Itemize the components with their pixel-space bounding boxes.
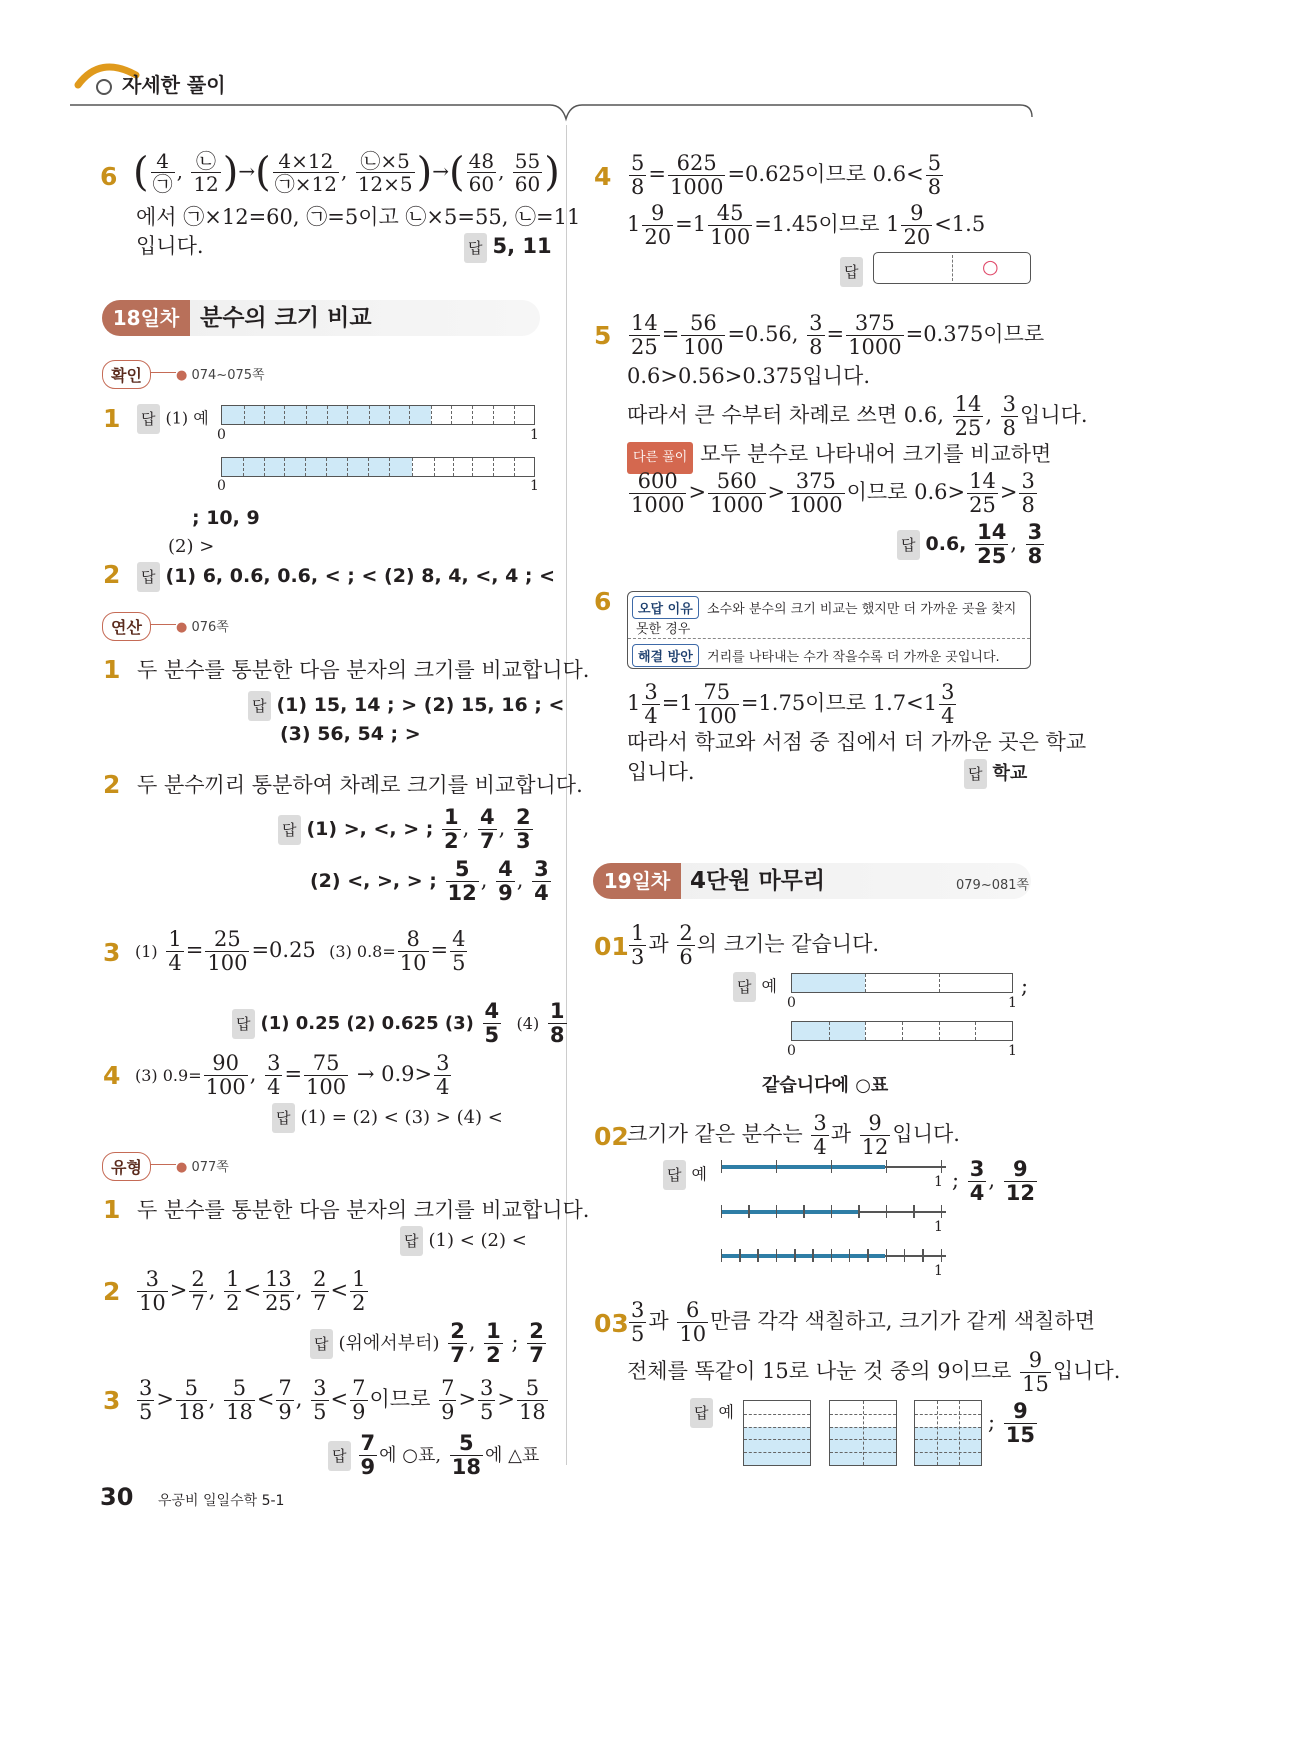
p6-expression: ( 4 ㉠ , ㉡ 12 )→( $\frac{4\times 12}{㉠\times 12}$ , $\frac{㉡\times 5}{12\times 5}$ )→( $\frac{48}{60}$ , $\frac{55}{60}$ ) <box>133 149 560 196</box>
q3-answer-pre: 답 예 <box>690 1398 734 1428</box>
check-label: 확인 <box>102 360 151 389</box>
c1-number: 1 <box>103 404 121 433</box>
t1-answer: 답 (1) < (2) < <box>400 1225 527 1256</box>
q2-numberline-1 <box>721 1166 946 1168</box>
calc-label: 연산 <box>102 612 151 641</box>
t2-number: 2 <box>103 1277 121 1306</box>
c2-number: 2 <box>103 560 121 589</box>
section-19-pages: 079~081쪽 <box>956 878 1030 893</box>
t3-number: 3 <box>103 1386 121 1415</box>
k1-text: 두 분수를 통분한 다음 분자의 크기를 비교합니다. <box>137 658 590 682</box>
r5-alt: 다른 풀이 모두 분수로 나타내어 크기를 비교하면 <box>627 440 1051 474</box>
r4-line2: 1 $\frac{9}{20}$ =1 $\frac{45}{100}$ =1.45이므로 1 $\frac{9}{20}$ <1.5 <box>627 201 986 249</box>
t1-number: 1 <box>103 1195 121 1224</box>
t1-text: 두 분수를 통분한 다음 분자의 크기를 비교합니다. <box>137 1198 590 1222</box>
q3-grid-2 <box>829 1400 897 1466</box>
t3-answer: 답 $\frac{7}{9}$ 에 ○표, $\frac{5}{18}$ 에 △표 <box>328 1432 539 1479</box>
c1-bar-top-one: 1 <box>530 427 539 443</box>
book-title: 우공비 일일수학 5-1 <box>158 1493 285 1509</box>
type-leader <box>150 1164 176 1165</box>
q3-grid-3 <box>914 1400 982 1466</box>
k2-text: 두 분수끼리 통분하여 차례로 크기를 비교합니다. <box>137 773 583 797</box>
q1-text: $\frac{1}{3}$ 과 $\frac{2}{6}$ 의 크기는 같습니다. <box>631 921 880 969</box>
q1-bar-bottom <box>791 1021 1013 1041</box>
q1-bar-bottom-one: 1 <box>1008 1043 1017 1059</box>
problem-number: 6 <box>100 162 118 191</box>
header-rule <box>70 95 1035 125</box>
k3-number: 3 <box>103 938 121 967</box>
page-number: 30 <box>100 1483 134 1511</box>
q2-answer-pre: 답 예 <box>663 1160 707 1190</box>
r5-answer: 답 0.6, $\frac{14}{25}$ , $\frac{3}{8}$ <box>897 521 1046 568</box>
check-pages: ● 074~075쪽 <box>176 368 265 383</box>
k3-answer: 답 (1) 0.25 (2) 0.625 (3) $\frac{4}{5}$ (4) $\frac{1}{8}$ <box>232 1000 569 1047</box>
calc-pages: ● 076쪽 <box>176 620 229 635</box>
c1-bar-bottom <box>221 457 535 477</box>
k2-number: 2 <box>103 770 121 799</box>
q1-result: 같습니다에 ○표 <box>762 1075 889 1096</box>
k2-answer2: (2) <, >, > ; $\frac{5}{12}$ , $\frac{4}{9}$ , $\frac{3}{4}$ <box>310 857 549 905</box>
q2-answer: ; $\frac{3}{4}$ , $\frac{9}{12}$ <box>952 1157 1035 1205</box>
p6-answer: 답 5, 11 <box>464 232 552 263</box>
r4-answer-label: 답 <box>840 256 869 287</box>
r6-answer: 답 학교 <box>964 758 1027 789</box>
c1-bar-bottom-zero: 0 <box>217 478 226 494</box>
header-title: 자세한 풀이 <box>122 73 226 97</box>
q1-bar-top-zero: 0 <box>787 995 796 1011</box>
q1-semicolon: ; <box>1021 974 1029 998</box>
k3-expr: (1) $\frac{1}{4}$ = $\frac{25}{100}$ =0.25 (3) 0.8= $\frac{8}{10}$ = $\frac{4}{5}$ <box>135 927 466 975</box>
r4-number: 4 <box>594 162 612 191</box>
c1-bar-bottom-one: 1 <box>530 478 539 494</box>
q3-grid-1 <box>743 1400 811 1466</box>
c1-part2: (2) > <box>168 536 215 557</box>
q1-answer-pre: 답 예 <box>733 972 777 1002</box>
q2-nl1-zero: 1 <box>934 1174 943 1190</box>
q1-bar-bottom-zero: 0 <box>787 1043 796 1059</box>
q2-text: 크기가 같은 분수는 $\frac{3}{4}$ 과 $\frac{9}{12}$ 입니다. <box>627 1111 960 1159</box>
q2-numberline-2 <box>721 1211 946 1213</box>
r4-answer-circle: ○ <box>982 256 999 278</box>
c2-answer: 답 (1) 6, 0.6, 0.6, < ; < (2) 8, 4, <, 4 ; < <box>137 561 555 592</box>
k2-answer1: 답 (1) >, <, > ; $\frac{1}{2}$ , $\frac{4}{7}$ , $\frac{2}{3}$ <box>278 806 535 853</box>
p6-line3: 입니다. <box>136 234 204 258</box>
c1-answer-pre: 답 (1) 예 <box>137 404 209 434</box>
t2-answer: 답 (위에서부터) $\frac{2}{7}$ , $\frac{1}{2}$ ; $\frac{2}{7}$ <box>310 1320 548 1367</box>
q2-numberline-3 <box>721 1255 946 1257</box>
q1-number: 01 <box>594 932 629 961</box>
r4-line1: $\frac{5}{8}$ = $\frac{625}{1000}$ =0.625이므로 0.6< $\frac{5}{8}$ <box>631 151 942 199</box>
q2-nl3-one: 1 <box>934 1263 943 1279</box>
check-leader <box>150 372 176 373</box>
q3-answer: ; $\frac{9}{15}$ <box>988 1399 1035 1447</box>
section-18-title: 분수의 크기 비교 <box>200 305 372 331</box>
q3-text: $\frac{3}{5}$ 과 $\frac{6}{10}$ 만큼 각각 색칠하고, 크기가 같게 색칠하면 <box>631 1298 1096 1346</box>
r4-answer-box <box>873 252 1031 284</box>
section-19-badge: 19일차 <box>593 863 681 899</box>
r5-line5: $\frac{600}{1000}$ > $\frac{560}{1000}$ > $\frac{375}{1000}$ 이므로 0.6> $\frac{14}{25}$ > $\frac{3}{8}$ <box>631 469 1035 517</box>
section-19-title: 4단원 마무리 <box>690 868 826 894</box>
k4-answer: 답 (1) = (2) < (3) > (4) < <box>272 1102 503 1133</box>
p6-line2: 에서 ㉠×12=60, ㉠=5이고 ㉡×5=55, ㉡=11 <box>136 205 581 229</box>
c1-bar-top-zero: 0 <box>217 427 226 443</box>
r6-number: 6 <box>594 587 612 616</box>
t2-expr: $\frac{3}{10}$ > $\frac{2}{7}$ , $\frac{1}{2}$ < $\frac{13}{25}$ , $\frac{2}{7}$ < $\frac{1}{2}$ <box>139 1267 366 1315</box>
type-pages: ● 077쪽 <box>176 1160 229 1175</box>
t3-expr: $\frac{3}{5}$ > $\frac{5}{18}$ , $\frac{5}{18}$ < $\frac{7}{9}$ , $\frac{3}{5}$ < $\frac{7}{9}$ 이므로 $\frac{7}{9}$ > $\frac{3}{5}$ > $\frac{5}{18}$ <box>139 1376 546 1424</box>
r6-line3: 입니다. <box>627 760 695 784</box>
q1-bar-top <box>791 973 1013 993</box>
r6-line1: 1 $\frac{3}{4}$ =1 $\frac{75}{100}$ =1.75이므로 1.7<1 $\frac{3}{4}$ <box>627 680 955 728</box>
k1-answer2: (3) 56, 54 ; > <box>280 723 421 745</box>
r5-line2: 0.6>0.56>0.375입니다. <box>627 364 870 388</box>
q2-number: 02 <box>594 1122 629 1151</box>
r5-line3: 따라서 큰 수부터 차례로 쓰면 0.6, $\frac{14}{25}$ , $\frac{3}{8}$ 입니다. <box>627 392 1088 440</box>
c1-after: ; 10, 9 <box>192 507 260 529</box>
q2-nl2-one: 1 <box>934 1219 943 1235</box>
q3-line2: 전체를 똑같이 15로 나눈 것 중의 9이므로 $\frac{9}{15}$ 입니다. <box>627 1348 1121 1396</box>
r6-line2: 따라서 학교와 서점 중 집에서 더 가까운 곳은 학교 <box>627 730 1087 754</box>
type-label: 유형 <box>102 1152 151 1181</box>
k1-number: 1 <box>103 655 121 684</box>
q3-number: 03 <box>594 1309 629 1338</box>
section-18-badge: 18일차 <box>102 300 190 336</box>
r5-number: 5 <box>594 321 612 350</box>
k1-answer1: 답 (1) 15, 14 ; > (2) 15, 16 ; < <box>248 690 564 721</box>
q1-bar-top-one: 1 <box>1008 995 1017 1011</box>
k4-number: 4 <box>103 1061 121 1090</box>
calc-leader <box>150 624 176 625</box>
r6-note-box: 오답 이유 소수와 분수의 크기 비교는 했지만 더 가까운 곳을 찾지 못한 경우 해결 방안 거리를 나타내는 수가 작을수록 더 가까운 곳입니다. <box>627 591 1031 669</box>
k4-expr: (3) 0.9= $\frac{90}{100}$ , $\frac{3}{4}$ = $\frac{75}{100}$ → 0.9> $\frac{3}{4}$ <box>135 1051 450 1099</box>
c1-bar-top <box>221 405 535 425</box>
r5-line1: $\frac{14}{25}$ = $\frac{56}{100}$ =0.56, $\frac{3}{8}$ = $\frac{375}{1000}$ =0.375이므로 <box>631 311 1045 359</box>
